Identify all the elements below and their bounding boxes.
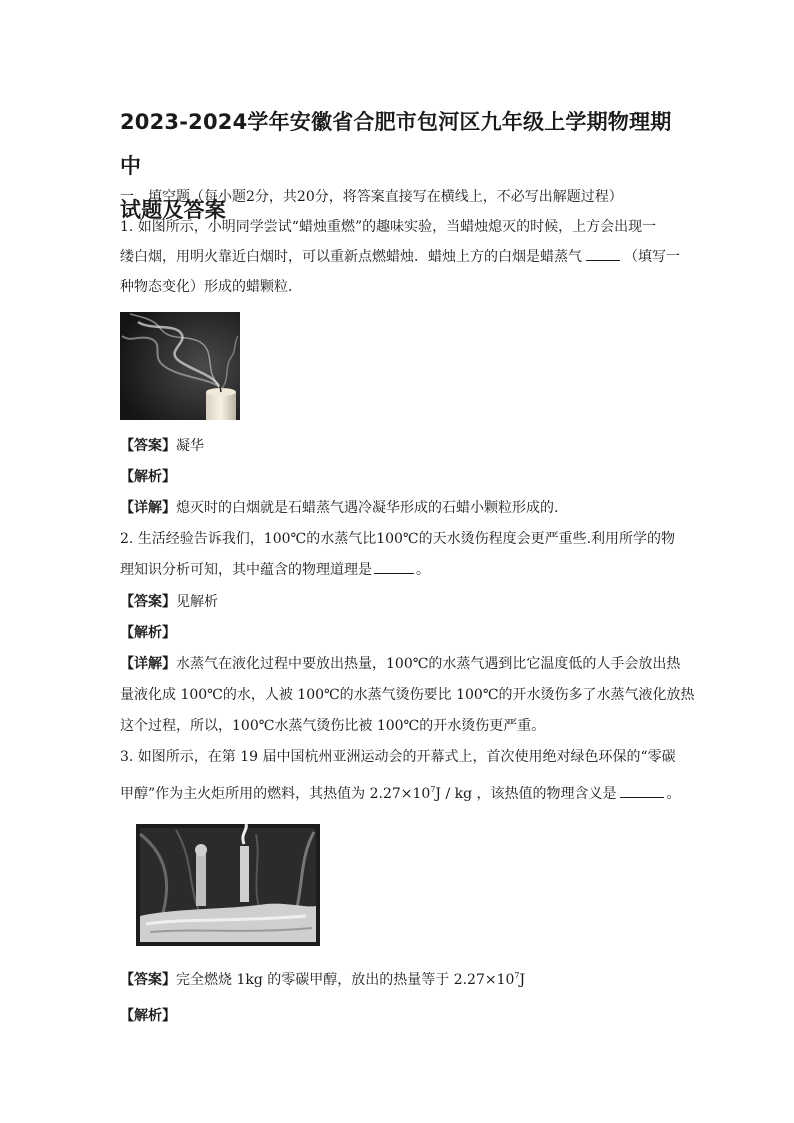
- analysis-label: 【解析】: [120, 625, 176, 641]
- q2-detail-text-1: 水蒸气在液化过程中要放出热量，100℃的水蒸气遇到比它温度低的人手会放出热: [176, 656, 681, 672]
- q3-answer: [120, 970, 525, 990]
- q2-line-2: [120, 560, 430, 580]
- q2-line-2-text: 理知识分析可知，其中蕴含的物理道理是: [120, 562, 372, 578]
- analysis-label: 【解析】: [120, 469, 176, 485]
- q1-answer: [120, 436, 204, 456]
- candle-smoke-photo: [120, 312, 240, 420]
- q2-line-2-after: 。: [416, 562, 430, 578]
- q1-detail: [120, 498, 558, 518]
- answer-label: 【答案】: [120, 438, 176, 454]
- q2-answer: [120, 592, 218, 612]
- q3-analysis: [120, 1006, 176, 1026]
- q2-detail-line-3: 这个过程，所以，100℃水蒸气烫伤比被 100℃的开水烫伤更严重。: [120, 718, 546, 734]
- q3-answer-text-b: J: [519, 972, 526, 988]
- title-line-2: 试题及答案: [120, 198, 226, 222]
- q3-line-2-after: 。: [666, 786, 681, 802]
- q2-answer-text: 见解析: [176, 594, 218, 610]
- q2-analysis: [120, 623, 176, 643]
- analysis-label: 【解析】: [120, 1008, 176, 1024]
- q3-answer-exponent: 7: [514, 971, 520, 980]
- q2-detail-line-2: 量液化成 100℃的水，人被 100℃的水蒸气烫伤要比 100℃的开水烫伤多了水蒸气液化放热: [120, 687, 695, 703]
- q3-line-2-text-a: 甲醇”作为主火炬所用的燃料，其热值为 2.27×10: [120, 786, 431, 802]
- q3-line-2: [120, 784, 681, 804]
- q3-answer-blank: [620, 784, 664, 798]
- detail-label: 【详解】: [120, 500, 176, 516]
- q1-answer-text: 凝华: [176, 438, 204, 454]
- asian-games-torch-photo: [136, 824, 320, 946]
- answer-label: 【答案】: [120, 594, 176, 610]
- q1-line-3: 种物态变化）形成的蜡颗粒．: [120, 279, 302, 295]
- document-title: [120, 100, 680, 232]
- q2-answer-blank: [374, 560, 414, 574]
- q2-line-1: 2. 生活经验告诉我们，100℃的水蒸气比100℃的天水烫伤程度会更严重些.利用所学的物: [120, 531, 676, 547]
- q1-analysis: [120, 467, 176, 487]
- q1-line-1: 1. 如图所示，小明同学尝试“蜡烛重燃”的趣味实验，当蜡烛熄灭的时候，上方会出现一: [120, 219, 657, 235]
- q1-line-2-after: （填写一: [624, 249, 680, 265]
- q1-answer-blank: [586, 247, 620, 261]
- answer-label: 【答案】: [120, 972, 176, 988]
- q1-line-2: [120, 247, 680, 267]
- title-line-1: 2023-2024学年安徽省合肥市包河区九年级上学期物理期中: [120, 110, 672, 178]
- q2-detail-line-1: [120, 654, 680, 674]
- detail-label: 【详解】: [120, 656, 176, 672]
- q1-line-2-text: 缕白烟，用明火靠近白烟时，可以重新点燃蜡烛．蜡烛上方的白烟是蜡蒸气: [120, 249, 582, 265]
- q3-line-1: 3. 如图所示，在第 19 届中国杭州亚洲运动会的开幕式上，首次使用绝对绿色环保的“零碳: [120, 749, 676, 765]
- q3-exponent: 7: [430, 785, 436, 794]
- q1-detail-text: 熄灭时的白烟就是石蜡蒸气遇冷凝华形成的石蜡小颗粒形成的.: [176, 500, 559, 516]
- section-heading: 一、填空题（每小题2分，共20分，将答案直接写在横线上，不必写出解题过程）: [120, 189, 623, 205]
- q3-line-2-text-b: J / kg ，该热值的物理含义是: [435, 786, 617, 802]
- q3-answer-text-a: 完全燃烧 1kg 的零碳甲醇，放出的热量等于 2.27×10: [176, 972, 515, 988]
